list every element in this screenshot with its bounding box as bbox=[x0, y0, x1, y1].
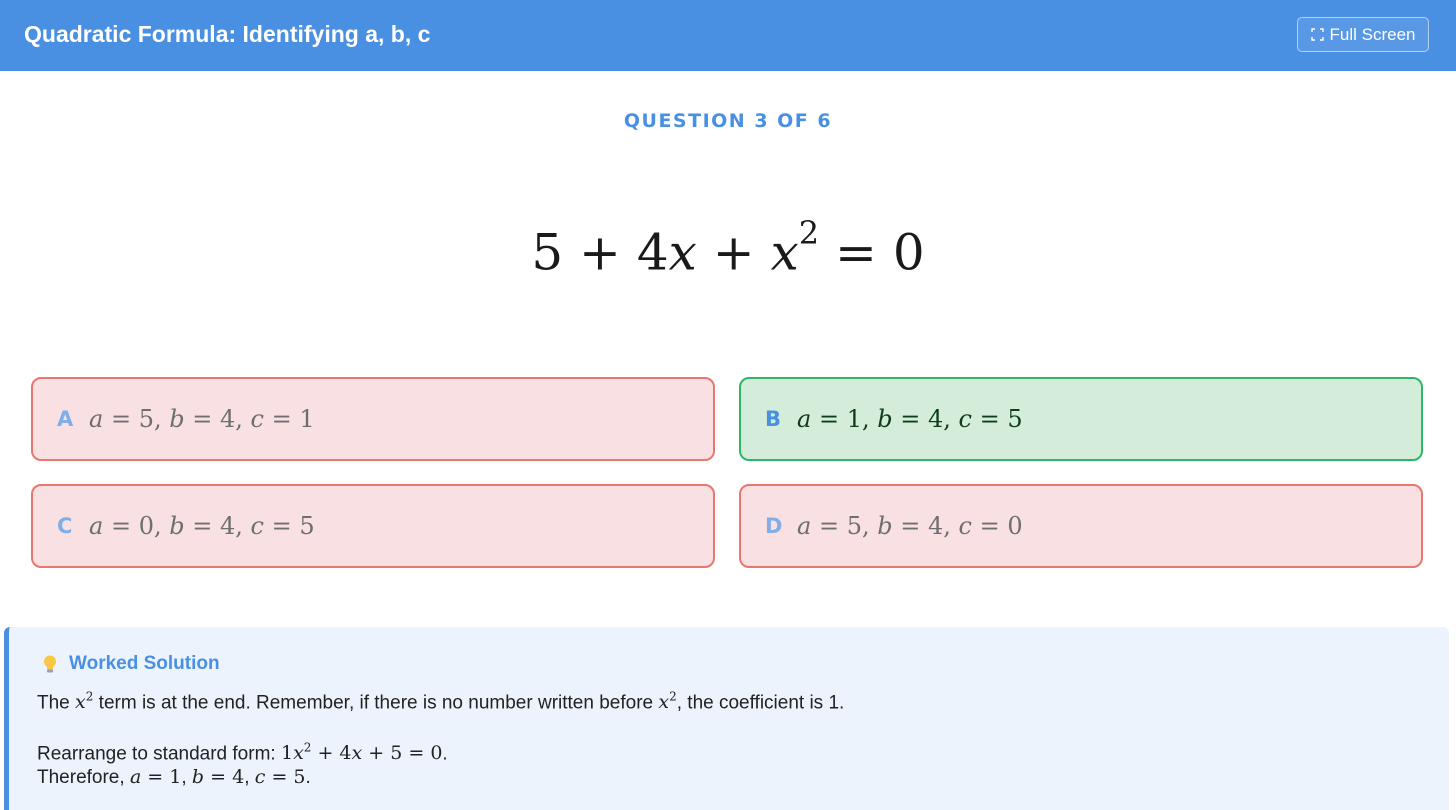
eq-variable: x bbox=[668, 223, 697, 282]
eq-exponent: 2 bbox=[798, 214, 820, 252]
option-text: a = 1, b = 4, c = 5 bbox=[797, 405, 1023, 433]
eq-plus: + bbox=[579, 223, 621, 282]
question-equation bbox=[0, 214, 1456, 282]
solution-line-1: The $x^2$ term is at the end. Remember, if there is no number written before $x^2$, the coefficient is 1. bbox=[37, 690, 845, 714]
option-text: a = 5, b = 4, c = 0 bbox=[797, 512, 1023, 540]
eq-variable: x bbox=[770, 223, 799, 282]
worked-solution-heading bbox=[41, 653, 220, 675]
full-screen-label: Full Screen bbox=[1329, 24, 1416, 44]
eq-equals: = bbox=[835, 223, 877, 282]
option-text: a = 0, b = 4, c = 5 bbox=[89, 512, 315, 540]
lightbulb-icon bbox=[41, 654, 59, 674]
eq-rhs: 0 bbox=[892, 223, 925, 282]
full-screen-button[interactable] bbox=[1297, 17, 1429, 52]
solution-line-2: Rearrange to standard form: $1x^2 + 4x + 5 = 0$. bbox=[37, 741, 448, 765]
solution-line-3: Therefore, a = 1, b = 4, c = 5. bbox=[37, 766, 311, 788]
top-bar bbox=[0, 0, 1456, 71]
option-letter: A bbox=[57, 407, 74, 431]
answer-option-a[interactable] bbox=[31, 377, 715, 461]
option-letter: B bbox=[765, 407, 782, 431]
worked-solution-title: Worked Solution bbox=[69, 653, 220, 674]
eq-plus: + bbox=[712, 223, 755, 282]
expand-icon bbox=[1311, 28, 1324, 41]
worked-solution-panel bbox=[4, 627, 1449, 810]
eq-b-coef: 4 bbox=[636, 223, 669, 282]
option-letter: D bbox=[765, 514, 783, 538]
eq-constant: 5 bbox=[531, 223, 564, 282]
option-text: a = 5, b = 4, c = 1 bbox=[89, 405, 315, 433]
page-title: Quadratic Formula: Identifying a, b, c bbox=[24, 21, 431, 47]
answer-option-b[interactable] bbox=[739, 377, 1423, 461]
option-letter: C bbox=[57, 514, 73, 538]
question-counter: QUESTION 3 OF 6 bbox=[623, 110, 833, 132]
answer-option-d[interactable] bbox=[739, 484, 1423, 568]
answer-option-c[interactable] bbox=[31, 484, 715, 568]
